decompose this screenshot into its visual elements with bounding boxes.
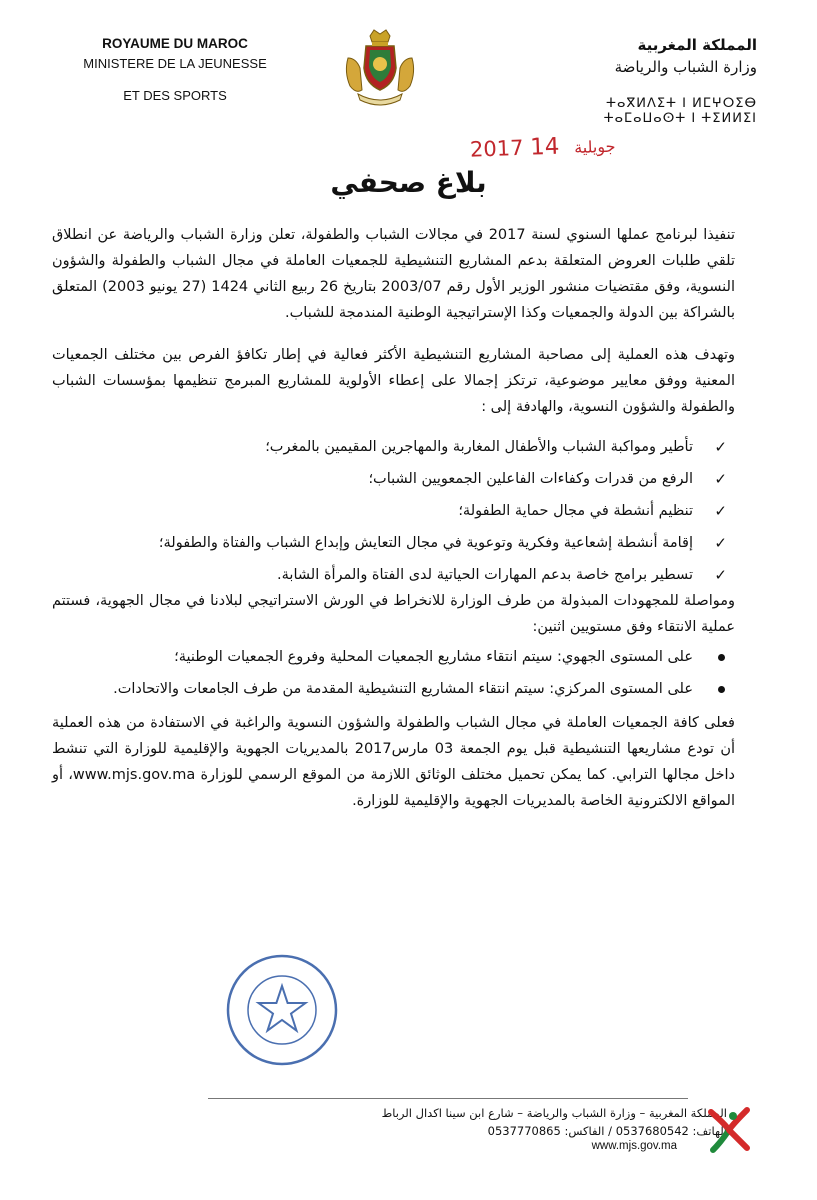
document-body: [52, 222, 735, 814]
checkmark-icon: ✓: [714, 566, 727, 584]
date-stamp-year: 2017: [469, 135, 524, 162]
checkmark-icon: ✓: [714, 502, 727, 520]
list-item: ✓ تسطير برامج خاصة بدعم المهارات الحياتية لدى الفتاة والمرأة الشابة.: [52, 562, 735, 588]
paragraph-regionalization: ومواصلة للمجهودات المبذولة من طرف الوزارة للانخراط في الورش الاستراتيجي لبلادنا في مجال الجهوية، فستتم عملية الانتقاء وفق مستويين اثنين:: [52, 593, 735, 635]
ministry-logo-icon: [703, 1104, 755, 1156]
date-stamp-day: 14: [529, 133, 560, 161]
date-stamp-month: جويلية: [573, 136, 616, 158]
footer-contact: [207, 1104, 727, 1140]
bullet-icon: [718, 654, 725, 661]
paragraph-objectives-intro: وتهدف هذه العملية إلى مصاحبة المشاريع التنشيطية الأكثر فعالية في إطار تكافؤ الفرص بين مختلف الجمعيات المعنية ووفق معايير موضوعية، ترتكز إجمالا على إعطاء الأولوية للمشاريع المبرمج تنظيمها بمؤسسات الشباب والطفولة والشؤون النسوية، والهادفة إلى :: [52, 347, 735, 415]
date-stamp: [470, 131, 624, 162]
list-item: ✓ تأطير ومواكبة الشباب والأطفال المغاربة والمهاجرين المقيمين بالمغرب؛: [52, 434, 735, 460]
bullet-icon: [718, 686, 725, 693]
list-item: ✓ الرفع من قدرات وكفاءات الفاعلين الجمعويين الشباب؛: [52, 466, 735, 492]
header-ar-ministry: وزارة الشباب والرياضة: [614, 58, 757, 76]
ministry-seal-icon: [222, 950, 342, 1070]
list-item: ✓ إقامة أنشطة إشعاعية وفكرية وتوعوية في مجال التعايش وإبداع الشباب والفتاة والطفولة؛: [52, 530, 735, 556]
footer-address: المملكة المغربية – وزارة الشباب والرياضة – شارع ابن سينا اكدال الرباط: [381, 1106, 727, 1120]
header-fr-sports: ET DES SPORTS: [123, 88, 227, 103]
header-fr-ministry: MINISTERE DE LA JEUNESSE: [83, 56, 267, 71]
list-item: على المستوى المركزي: سيتم انتقاء المشاريع التنشيطية المقدمة من طرف الجامعات والاتحادات.: [52, 676, 735, 702]
document-title: بلاغ صحفي: [330, 166, 487, 199]
header-fr-kingdom: ROYAUME DU MAROC: [102, 36, 248, 51]
checkmark-icon: ✓: [714, 438, 727, 456]
list-item: على المستوى الجهوي: سيتم انتقاء مشاريع الجمعيات المحلية وفروع الجمعيات الوطنية؛: [52, 644, 735, 670]
footer-website: www.mjs.gov.ma: [591, 1140, 677, 1152]
header-french: [60, 34, 290, 106]
checkmark-icon: ✓: [714, 534, 727, 552]
paragraph-intro: تنفيذا لبرنامج عملها السنوي لسنة 2017 في مجالات الشباب والطفولة، تعلن وزارة الشباب والرياضة عن انطلاق تلقي طلبات العروض المتعلقة بدعم المشاريع التنشيطية للجمعيات العاملة في مجال الشباب والطفولة والشؤون النسوية، وفق مقتضيات منشور الوزير الأول رقم 2003/07 بتاريخ 26 ربيع الثاني 1424 (27 يونيو 2003) المتعلق بالشراكة بين الدولة والجمعيات وكذا الإستراتيجية الوطنية المندمجة للشباب.: [52, 227, 735, 321]
coat-of-arms-icon: [340, 28, 420, 114]
footer-divider: [208, 1098, 688, 1099]
header-ar-kingdom: المملكة المغربية: [637, 36, 757, 54]
selection-levels-list: [52, 644, 735, 702]
header-arabic: [527, 34, 757, 78]
footer-phone: الهاتف: 0537680542 / الفاكس: 0537770865: [487, 1124, 727, 1138]
header-tifinagh: ⵜⴰⴳⵍⴷⵉⵜ ⵏ ⵍⵎⵖⵔⵉⴱ ⵜⴰⵎⴰⵡⴰⵙⵜ ⵏ ⵜⵉⵍⵍⵉⵏ: [603, 96, 757, 126]
paragraph-submission: فعلى كافة الجمعيات العاملة في مجال الشباب والطفولة والشؤون النسوية والراغبة في الاستفادة من هذه العملية أن تودع مشاريعها التنشيطية قبل يوم الجمعة 03 مارس2017 بالمديريات الجهوية والإقليمية للوزارة التي تنشط داخل مجالها الترابي. كما يمكن تحميل مختلف الوثائق اللازمة من الموقع الرسمي للوزارة www.mjs.gov.ma، أو المواقع الالكترونية الخاصة بالمديريات الجهوية والإقليمية للوزارة.: [52, 715, 736, 809]
list-item: ✓ تنظيم أنشطة في مجال حماية الطفولة؛: [52, 498, 735, 524]
objectives-list: [52, 434, 735, 588]
checkmark-icon: ✓: [714, 470, 727, 488]
